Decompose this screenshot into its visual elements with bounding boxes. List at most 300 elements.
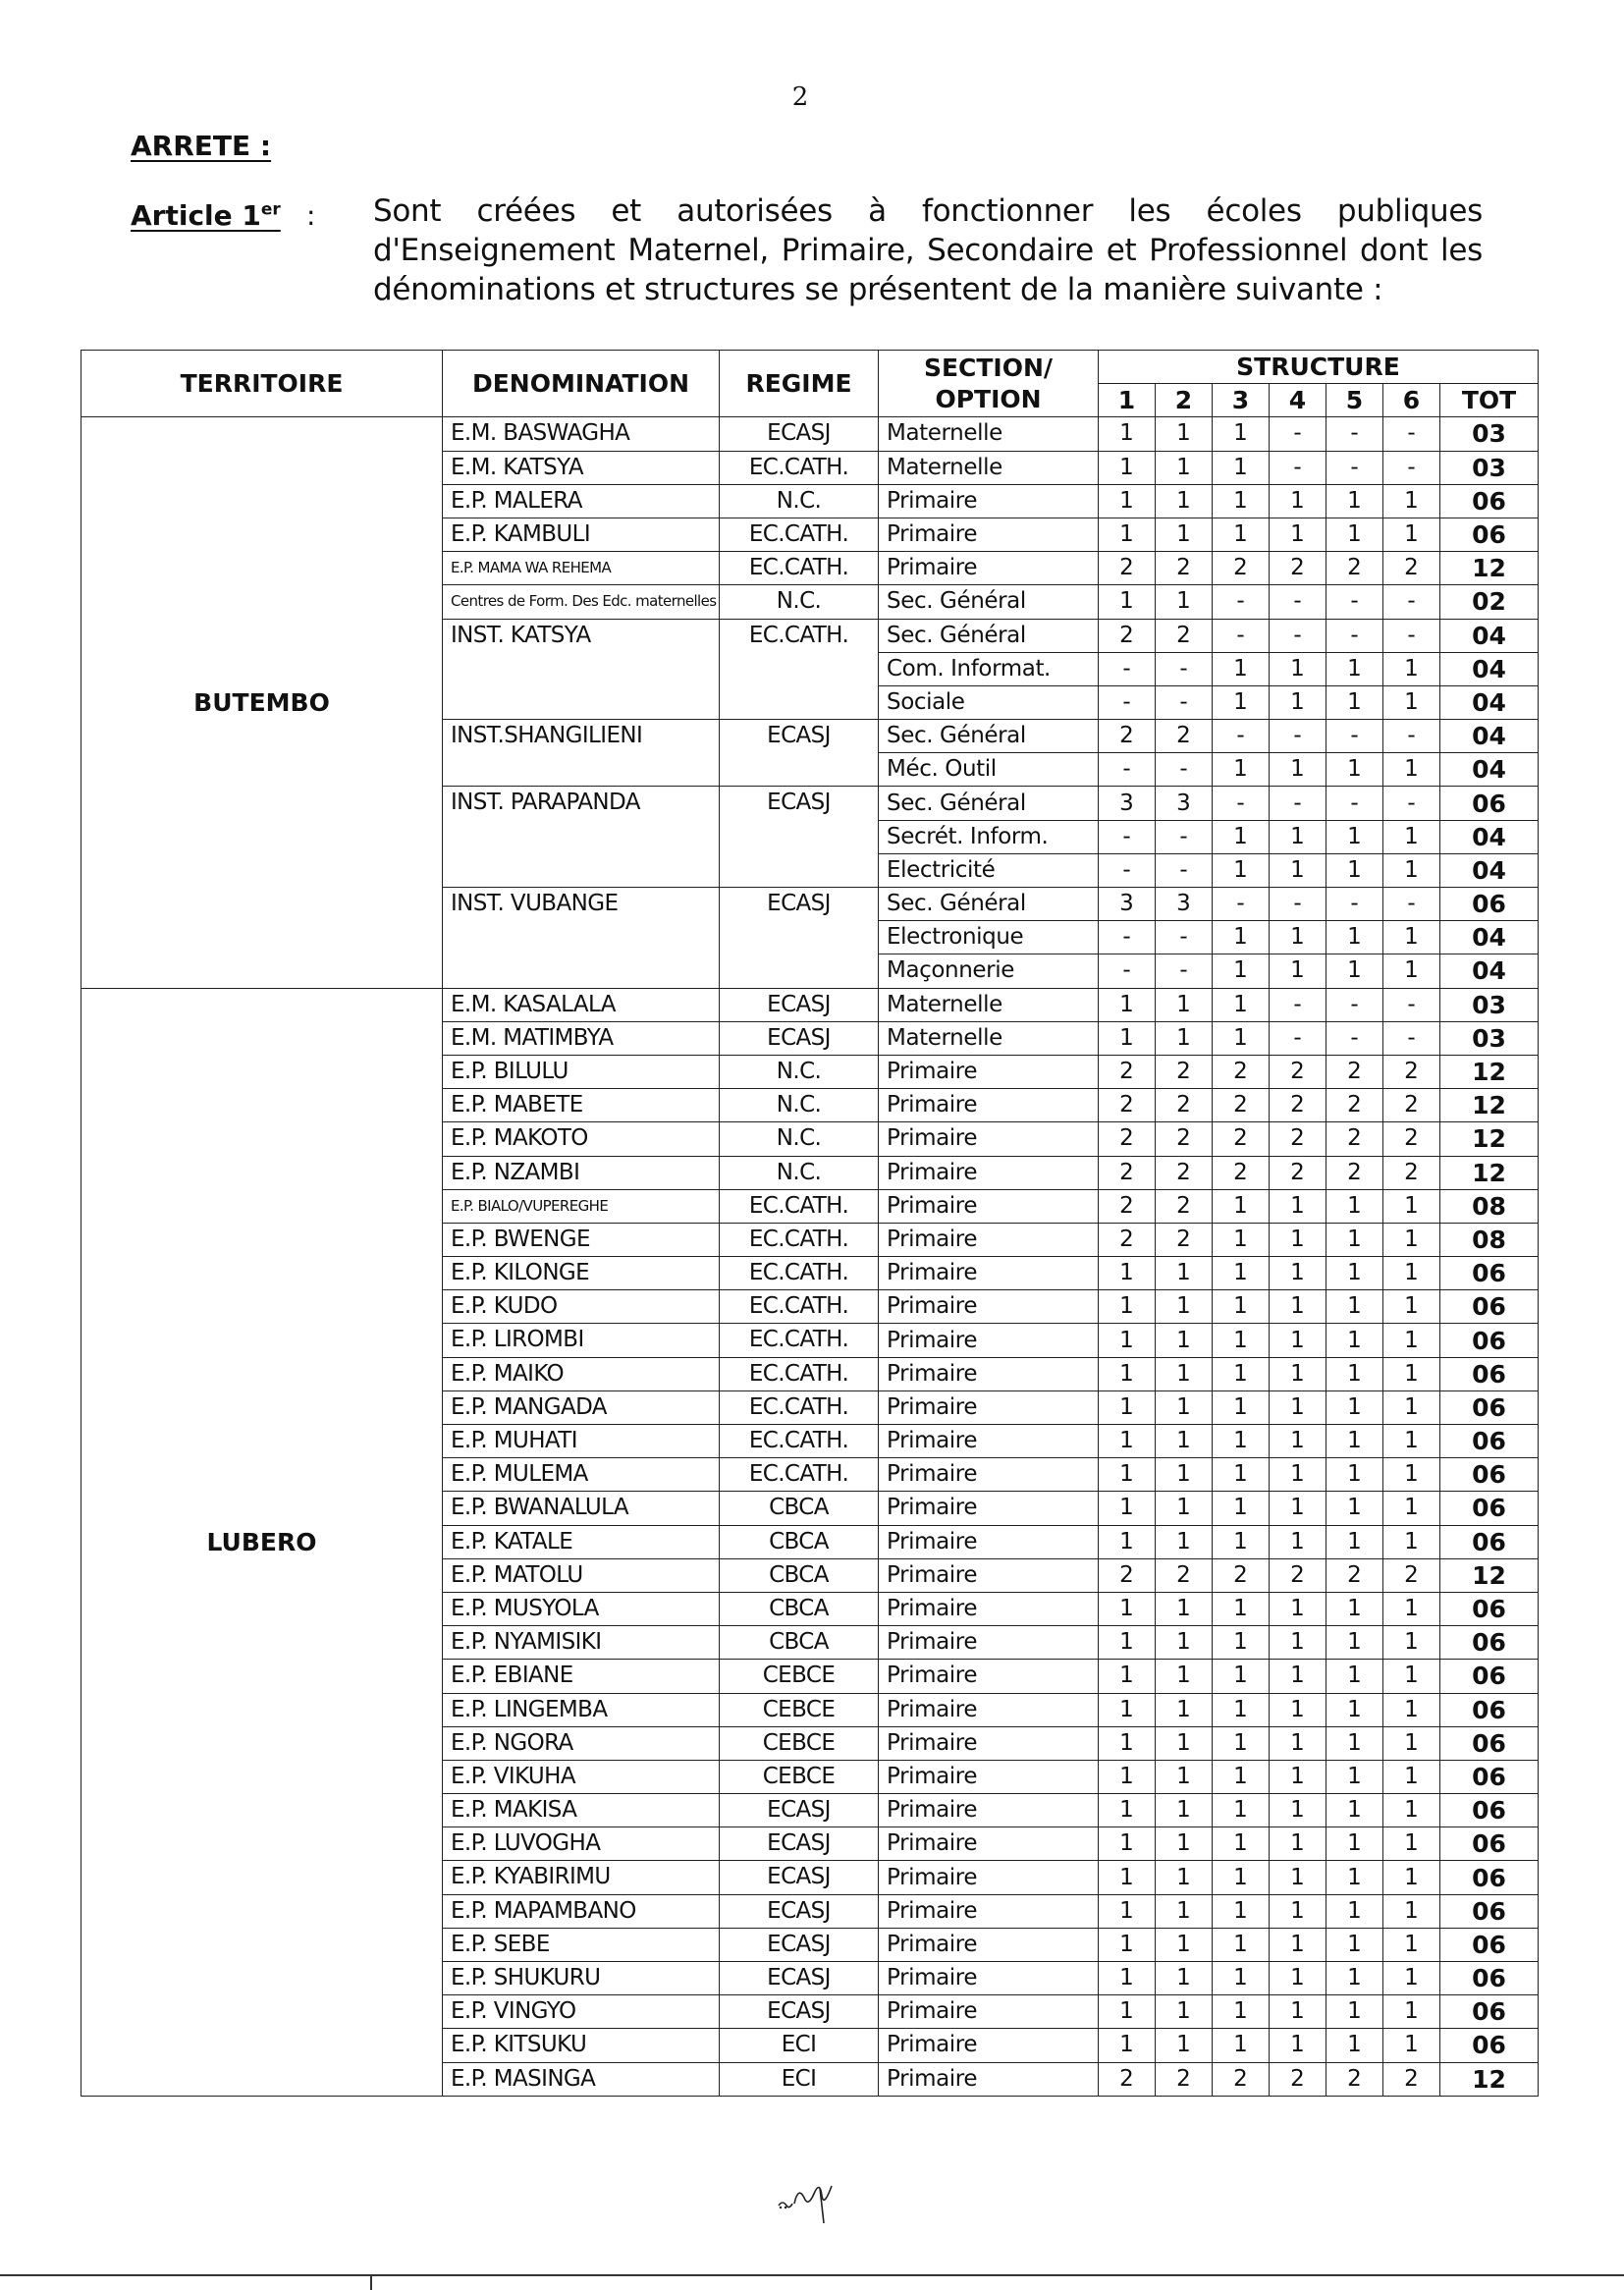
school-name: Centres de Form. Des Edc. maternelles (443, 585, 720, 619)
structure-year-2: 1 (1156, 1492, 1213, 1525)
structure-year-4: 2 (1270, 552, 1326, 585)
structure-year-3: 2 (1213, 1089, 1270, 1122)
school-regime: ECASJ (720, 888, 879, 989)
header-col-4: 4 (1270, 384, 1326, 417)
structure-total: 06 (1440, 484, 1539, 518)
structure-year-5: 2 (1326, 1089, 1383, 1122)
structure-total: 04 (1440, 652, 1539, 685)
structure-year-1: 1 (1099, 417, 1156, 451)
structure-year-6: 1 (1383, 1928, 1440, 1961)
school-regime: EC.CATH. (720, 1324, 879, 1357)
structure-total: 06 (1440, 1525, 1539, 1558)
structure-year-6: 1 (1383, 2029, 1440, 2062)
structure-year-1: 1 (1099, 1894, 1156, 1928)
structure-total: 03 (1440, 451, 1539, 484)
structure-year-2: - (1156, 853, 1213, 887)
structure-total: 03 (1440, 988, 1539, 1021)
structure-year-1: 1 (1099, 1021, 1156, 1055)
structure-year-3: - (1213, 720, 1270, 753)
structure-year-1: - (1099, 652, 1156, 685)
school-regime: CEBCE (720, 1760, 879, 1793)
territory-name: LUBERO (81, 988, 443, 2096)
structure-year-1: - (1099, 954, 1156, 988)
structure-year-4: 1 (1270, 1726, 1326, 1760)
structure-total: 06 (1440, 1660, 1539, 1693)
structure-total: 06 (1440, 1962, 1539, 1995)
school-regime: CBCA (720, 1558, 879, 1592)
structure-year-3: 1 (1213, 1257, 1270, 1290)
structure-year-5: 1 (1326, 1794, 1383, 1827)
section-option: Primaire (879, 1357, 1099, 1390)
page-number: 2 (791, 82, 809, 112)
structure-total: 02 (1440, 585, 1539, 619)
structure-total: 06 (1440, 1827, 1539, 1861)
school-name: E.P. SHUKURU (443, 1962, 720, 1995)
structure-year-2: 1 (1156, 518, 1213, 551)
school-name: E.M. BASWAGHA (443, 417, 720, 451)
structure-year-1: 1 (1099, 1626, 1156, 1660)
structure-year-4: 2 (1270, 1122, 1326, 1156)
school-regime: ECASJ (720, 1962, 879, 1995)
structure-year-3: 1 (1213, 1324, 1270, 1357)
section-option: Primaire (879, 1660, 1099, 1693)
structure-year-3: 1 (1213, 518, 1270, 551)
structure-total: 04 (1440, 753, 1539, 787)
structure-year-2: 1 (1156, 1021, 1213, 1055)
section-option: Primaire (879, 1693, 1099, 1726)
structure-year-4: - (1270, 787, 1326, 820)
structure-year-1: 1 (1099, 1390, 1156, 1424)
structure-year-5: 1 (1326, 1592, 1383, 1625)
structure-year-6: 1 (1383, 1894, 1440, 1928)
structure-year-1: 1 (1099, 1357, 1156, 1390)
structure-total: 12 (1440, 552, 1539, 585)
structure-year-4: 2 (1270, 1156, 1326, 1189)
structure-year-4: 1 (1270, 1760, 1326, 1793)
section-option: Primaire (879, 1189, 1099, 1223)
structure-year-6: 1 (1383, 853, 1440, 887)
structure-year-1: 1 (1099, 451, 1156, 484)
structure-year-5: 2 (1326, 552, 1383, 585)
structure-year-4: 1 (1270, 1425, 1326, 1458)
structure-year-4: 1 (1270, 1357, 1326, 1390)
structure-year-2: 2 (1156, 1558, 1213, 1592)
article-text: Sont créées et autorisées à fonctionner les écoles publiques d'Enseignement Maternel, Primaire, Secondaire et Professionnel dont les dénominations et structures se présentent de la manière suivante : (373, 193, 1483, 307)
structure-year-1: - (1099, 685, 1156, 719)
school-name: E.P. MULEMA (443, 1458, 720, 1492)
structure-year-1: 1 (1099, 1290, 1156, 1324)
structure-year-3: 1 (1213, 1827, 1270, 1861)
structure-year-6: 1 (1383, 1525, 1440, 1558)
structure-year-6: 1 (1383, 1726, 1440, 1760)
section-option: Primaire (879, 1592, 1099, 1625)
school-name: E.P. LINGEMBA (443, 1693, 720, 1726)
structure-year-6: 2 (1383, 1558, 1440, 1592)
structure-total: 06 (1440, 1794, 1539, 1827)
school-regime: N.C. (720, 484, 879, 518)
structure-year-5: 1 (1326, 1660, 1383, 1693)
article-label-sup: er (260, 199, 281, 220)
arrete-heading: ARRETE : (131, 130, 272, 162)
school-name: E.P. MASINGA (443, 2062, 720, 2096)
structure-year-2: 1 (1156, 417, 1213, 451)
structure-year-6: 1 (1383, 1324, 1440, 1357)
school-name: E.P. MAIKO (443, 1357, 720, 1390)
structure-total: 06 (1440, 1861, 1539, 1894)
school-name: E.M. MATIMBYA (443, 1021, 720, 1055)
structure-total: 06 (1440, 1693, 1539, 1726)
structure-year-3: 1 (1213, 1626, 1270, 1660)
school-regime: EC.CATH. (720, 552, 879, 585)
school-name: E.P. BIALO/VUPEREGHE (443, 1189, 720, 1223)
structure-year-4: 1 (1270, 1626, 1326, 1660)
structure-year-1: 1 (1099, 1324, 1156, 1357)
section-option: Sec. Général (879, 787, 1099, 820)
structure-year-4: - (1270, 888, 1326, 921)
article-colon: : (306, 199, 316, 232)
structure-year-6: 2 (1383, 1055, 1440, 1088)
structure-year-3: 1 (1213, 417, 1270, 451)
structure-year-2: 1 (1156, 1962, 1213, 1995)
structure-year-3: 1 (1213, 1995, 1270, 2029)
structure-year-1: 1 (1099, 1861, 1156, 1894)
structure-year-3: 1 (1213, 1726, 1270, 1760)
school-regime: EC.CATH. (720, 1257, 879, 1290)
structure-year-6: - (1383, 451, 1440, 484)
structure-year-6: 1 (1383, 1827, 1440, 1861)
structure-year-5: 1 (1326, 1425, 1383, 1458)
section-option: Primaire (879, 1089, 1099, 1122)
structure-year-6: 1 (1383, 1223, 1440, 1256)
structure-year-2: 1 (1156, 1827, 1213, 1861)
school-name: E.P. EBIANE (443, 1660, 720, 1693)
structure-year-3: 1 (1213, 2029, 1270, 2062)
structure-year-2: 2 (1156, 1122, 1213, 1156)
structure-year-3: 2 (1213, 1055, 1270, 1088)
structure-year-5: 1 (1326, 853, 1383, 887)
structure-year-1: 1 (1099, 1458, 1156, 1492)
school-name: E.P. SEBE (443, 1928, 720, 1961)
structure-year-3: 1 (1213, 652, 1270, 685)
structure-year-2: 1 (1156, 1660, 1213, 1693)
structure-year-4: 1 (1270, 1894, 1326, 1928)
structure-year-1: 2 (1099, 1089, 1156, 1122)
structure-year-5: 2 (1326, 1156, 1383, 1189)
school-regime: CBCA (720, 1525, 879, 1558)
structure-year-6: 2 (1383, 2062, 1440, 2096)
structure-year-3: 1 (1213, 1223, 1270, 1256)
school-name: E.P. MAKOTO (443, 1122, 720, 1156)
structure-year-5: 1 (1326, 1492, 1383, 1525)
structure-year-1: 2 (1099, 1156, 1156, 1189)
structure-year-5: - (1326, 585, 1383, 619)
structure-year-5: 1 (1326, 954, 1383, 988)
structure-year-6: - (1383, 619, 1440, 652)
structure-year-2: 1 (1156, 1995, 1213, 2029)
header-col-2: 2 (1156, 384, 1213, 417)
structure-total: 12 (1440, 1156, 1539, 1189)
structure-year-1: 1 (1099, 518, 1156, 551)
structure-year-2: 2 (1156, 552, 1213, 585)
structure-year-6: 1 (1383, 1693, 1440, 1726)
school-regime: EC.CATH. (720, 1290, 879, 1324)
section-option: Secrét. Inform. (879, 820, 1099, 853)
section-option: Primaire (879, 1962, 1099, 1995)
school-name: INST. KATSYA (443, 619, 720, 720)
header-col-1: 1 (1099, 384, 1156, 417)
structure-year-5: 1 (1326, 2029, 1383, 2062)
structure-year-5: 1 (1326, 1827, 1383, 1861)
structure-year-2: 1 (1156, 451, 1213, 484)
structure-year-6: - (1383, 720, 1440, 753)
structure-year-6: - (1383, 417, 1440, 451)
structure-year-6: 1 (1383, 1592, 1440, 1625)
structure-total: 06 (1440, 1592, 1539, 1625)
structure-year-2: 1 (1156, 1324, 1213, 1357)
structure-year-2: 1 (1156, 1257, 1213, 1290)
structure-year-4: 1 (1270, 921, 1326, 954)
structure-year-1: - (1099, 921, 1156, 954)
header-col-6: 6 (1383, 384, 1440, 417)
structure-year-3: 2 (1213, 1156, 1270, 1189)
school-name: E.P. MALERA (443, 484, 720, 518)
structure-year-6: 1 (1383, 753, 1440, 787)
section-option: Primaire (879, 1122, 1099, 1156)
structure-year-4: - (1270, 417, 1326, 451)
school-name: INST.SHANGILIENI (443, 720, 720, 787)
structure-year-3: 1 (1213, 954, 1270, 988)
structure-total: 06 (1440, 1894, 1539, 1928)
structure-year-5: 1 (1326, 1928, 1383, 1961)
structure-year-1: 1 (1099, 1962, 1156, 1995)
section-option: Primaire (879, 1525, 1099, 1558)
structure-year-1: 3 (1099, 888, 1156, 921)
school-regime: ECI (720, 2062, 879, 2096)
structure-year-6: 1 (1383, 652, 1440, 685)
structure-year-4: 2 (1270, 1089, 1326, 1122)
schools-table (81, 350, 1539, 2097)
structure-year-1: 2 (1099, 720, 1156, 753)
structure-year-5: 1 (1326, 1760, 1383, 1793)
structure-year-5: 2 (1326, 2062, 1383, 2096)
structure-total: 06 (1440, 1290, 1539, 1324)
structure-year-5: 2 (1326, 1055, 1383, 1088)
structure-year-4: 1 (1270, 1794, 1326, 1827)
section-option: Maternelle (879, 1021, 1099, 1055)
structure-year-3: 1 (1213, 1861, 1270, 1894)
structure-year-6: 1 (1383, 685, 1440, 719)
school-name: E.P. BWANALULA (443, 1492, 720, 1525)
structure-year-2: 2 (1156, 619, 1213, 652)
structure-year-3: - (1213, 888, 1270, 921)
section-option: Primaire (879, 484, 1099, 518)
structure-year-4: 1 (1270, 1290, 1326, 1324)
structure-year-5: 2 (1326, 1558, 1383, 1592)
structure-year-1: 1 (1099, 1827, 1156, 1861)
structure-year-3: 1 (1213, 451, 1270, 484)
school-name: INST. VUBANGE (443, 888, 720, 989)
structure-year-3: - (1213, 585, 1270, 619)
structure-total: 08 (1440, 1223, 1539, 1256)
structure-year-6: 1 (1383, 921, 1440, 954)
section-option: Maçonnerie (879, 954, 1099, 988)
structure-year-3: 1 (1213, 1592, 1270, 1625)
section-option: Primaire (879, 1290, 1099, 1324)
structure-year-4: 1 (1270, 1827, 1326, 1861)
structure-year-6: 1 (1383, 1626, 1440, 1660)
section-option: Primaire (879, 2029, 1099, 2062)
structure-total: 06 (1440, 1324, 1539, 1357)
structure-year-2: 1 (1156, 1794, 1213, 1827)
section-option: Primaire (879, 1257, 1099, 1290)
structure-year-3: 1 (1213, 1928, 1270, 1961)
structure-year-3: 2 (1213, 1122, 1270, 1156)
structure-year-1: 2 (1099, 619, 1156, 652)
section-option: Primaire (879, 1794, 1099, 1827)
structure-year-5: - (1326, 417, 1383, 451)
structure-year-2: - (1156, 753, 1213, 787)
school-regime: N.C. (720, 585, 879, 619)
structure-year-2: 2 (1156, 1089, 1213, 1122)
structure-total: 12 (1440, 1055, 1539, 1088)
structure-year-1: 2 (1099, 1122, 1156, 1156)
structure-total: 06 (1440, 787, 1539, 820)
structure-year-1: 1 (1099, 1928, 1156, 1961)
school-regime: ECASJ (720, 1894, 879, 1928)
structure-total: 06 (1440, 518, 1539, 551)
structure-year-6: 2 (1383, 1089, 1440, 1122)
structure-year-5: 1 (1326, 1626, 1383, 1660)
structure-total: 12 (1440, 1122, 1539, 1156)
structure-year-5: 1 (1326, 1995, 1383, 2029)
structure-year-4: - (1270, 1021, 1326, 1055)
section-option: Primaire (879, 1861, 1099, 1894)
school-name: E.P. LUVOGHA (443, 1827, 720, 1861)
structure-year-4: 1 (1270, 1995, 1326, 2029)
school-name: INST. PARAPANDA (443, 787, 720, 888)
section-option: Primaire (879, 1425, 1099, 1458)
structure-year-3: 1 (1213, 1660, 1270, 1693)
school-regime: ECASJ (720, 1995, 879, 2029)
structure-year-6: 1 (1383, 484, 1440, 518)
structure-year-6: 1 (1383, 1257, 1440, 1290)
structure-year-1: 1 (1099, 1492, 1156, 1525)
structure-year-5: 1 (1326, 921, 1383, 954)
structure-total: 04 (1440, 921, 1539, 954)
school-name: E.P. NZAMBI (443, 1156, 720, 1189)
structure-year-3: 1 (1213, 921, 1270, 954)
header-territoire: TERRITOIRE (81, 351, 443, 417)
structure-year-5: 1 (1326, 652, 1383, 685)
structure-total: 04 (1440, 619, 1539, 652)
school-name: E.P. KATALE (443, 1525, 720, 1558)
school-name: E.P. MAKISA (443, 1794, 720, 1827)
structure-year-4: 2 (1270, 1558, 1326, 1592)
structure-year-4: 1 (1270, 1928, 1326, 1961)
structure-year-5: - (1326, 787, 1383, 820)
structure-year-2: - (1156, 652, 1213, 685)
structure-year-4: 1 (1270, 1390, 1326, 1424)
school-name: E.P. KILONGE (443, 1257, 720, 1290)
school-regime: EC.CATH. (720, 1425, 879, 1458)
structure-year-6: 1 (1383, 1794, 1440, 1827)
structure-year-1: 2 (1099, 2062, 1156, 2096)
school-name: E.P. KAMBULI (443, 518, 720, 551)
school-regime: CEBCE (720, 1693, 879, 1726)
structure-year-4: 1 (1270, 1324, 1326, 1357)
structure-year-5: 1 (1326, 1525, 1383, 1558)
structure-year-4: 1 (1270, 484, 1326, 518)
section-option: Primaire (879, 1156, 1099, 1189)
school-regime: ECASJ (720, 720, 879, 787)
structure-year-4: 1 (1270, 1962, 1326, 1995)
structure-year-1: 1 (1099, 1257, 1156, 1290)
structure-year-1: 1 (1099, 1592, 1156, 1625)
structure-year-6: 1 (1383, 1390, 1440, 1424)
structure-year-2: 2 (1156, 1189, 1213, 1223)
structure-year-3: 1 (1213, 1962, 1270, 1995)
structure-year-1: 1 (1099, 484, 1156, 518)
structure-total: 04 (1440, 720, 1539, 753)
structure-year-5: - (1326, 451, 1383, 484)
structure-year-6: 1 (1383, 518, 1440, 551)
structure-year-4: 1 (1270, 1660, 1326, 1693)
structure-year-3: 1 (1213, 1425, 1270, 1458)
structure-total: 06 (1440, 1390, 1539, 1424)
section-option: Primaire (879, 1492, 1099, 1525)
structure-year-1: 1 (1099, 1425, 1156, 1458)
structure-year-2: 1 (1156, 1928, 1213, 1961)
structure-year-3: 1 (1213, 1894, 1270, 1928)
section-option: Maternelle (879, 988, 1099, 1021)
structure-year-3: - (1213, 619, 1270, 652)
structure-year-4: 1 (1270, 1257, 1326, 1290)
structure-year-4: 1 (1270, 1189, 1326, 1223)
section-option: Primaire (879, 1827, 1099, 1861)
structure-year-6: 1 (1383, 1660, 1440, 1693)
structure-year-4: 2 (1270, 2062, 1326, 2096)
structure-year-4: 1 (1270, 518, 1326, 551)
school-regime: ECASJ (720, 1928, 879, 1961)
section-option: Primaire (879, 1324, 1099, 1357)
section-option: Com. Informat. (879, 652, 1099, 685)
structure-year-2: 1 (1156, 484, 1213, 518)
article-label (131, 199, 281, 232)
structure-year-1: - (1099, 753, 1156, 787)
section-option: Sec. Général (879, 888, 1099, 921)
structure-year-5: 1 (1326, 1962, 1383, 1995)
school-regime: ECASJ (720, 1861, 879, 1894)
table-body (81, 417, 1539, 2096)
school-regime: ECI (720, 2029, 879, 2062)
structure-total: 06 (1440, 1357, 1539, 1390)
section-option: Primaire (879, 518, 1099, 551)
structure-year-6: - (1383, 888, 1440, 921)
school-name: E.P. BILULU (443, 1055, 720, 1088)
school-name: E.P. KITSUKU (443, 2029, 720, 2062)
structure-year-2: 1 (1156, 1390, 1213, 1424)
table-header-row (81, 351, 1539, 384)
school-name: E.P. KYABIRIMU (443, 1861, 720, 1894)
section-option: Primaire (879, 1995, 1099, 2029)
structure-year-4: 1 (1270, 1861, 1326, 1894)
structure-year-3: - (1213, 787, 1270, 820)
structure-total: 06 (1440, 1995, 1539, 2029)
structure-year-2: 3 (1156, 787, 1213, 820)
structure-year-1: 1 (1099, 1693, 1156, 1726)
structure-year-1: 1 (1099, 1525, 1156, 1558)
structure-total: 12 (1440, 1089, 1539, 1122)
